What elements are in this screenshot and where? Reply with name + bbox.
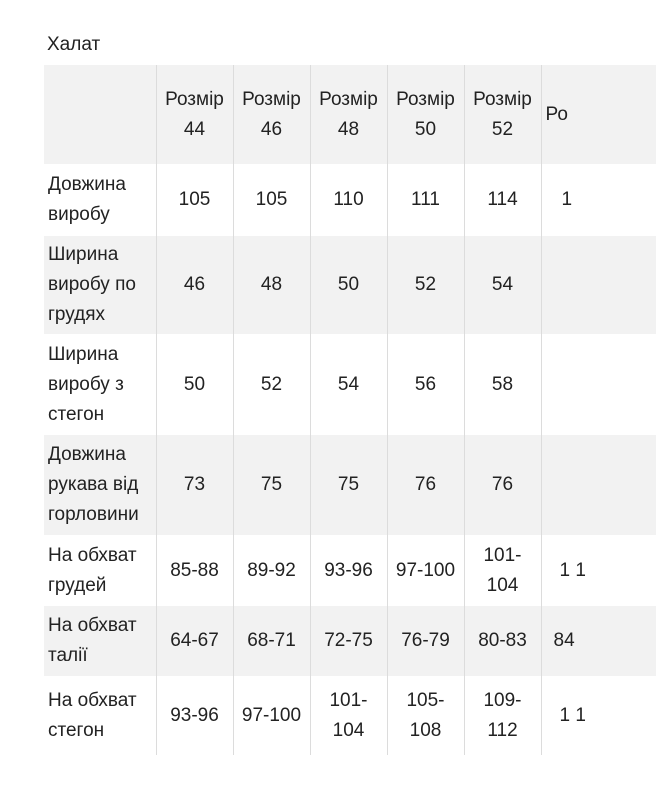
value-cell: 97-100 [233,676,310,755]
row-label-line: талії [48,645,88,666]
table-caption: Халат [47,34,101,55]
header-size-cell [233,65,310,164]
value-cell: 50 [310,236,387,334]
table-row [44,676,656,755]
value-cell: 111 [387,164,464,236]
value-cell: 52 [233,334,310,435]
value-cell: 1 1 [541,676,656,755]
row-label-line: виробу з [48,373,124,395]
header-size-cell [156,65,233,164]
header-size-cell [310,65,387,164]
row-label-line: Ширина [48,343,119,365]
header-size-number: 50 [414,118,437,140]
value-cell: 105-108 [387,676,464,755]
table-row [44,535,656,606]
value-cell: 84 [541,606,656,676]
header-size-cell [387,65,464,164]
value-cell [541,435,656,535]
value-cell: 76 [464,435,541,535]
value-cell: 101-104 [310,676,387,755]
header-size-label: Розмір [165,88,224,110]
row-label-cell [44,676,156,755]
value-cell: 58 [464,334,541,435]
value-cell: 72-75 [310,606,387,676]
header-size-number: 44 [183,118,206,140]
header-size-number: 48 [337,118,360,140]
value-cell: 85-88 [156,535,233,606]
row-label-line: Довжина [48,444,126,465]
header-corner-cell [44,65,156,164]
value-cell: 56 [387,334,464,435]
value-cell: 105 [233,164,310,236]
value-cell: 68-71 [233,606,310,676]
header-size-number: 46 [260,118,283,140]
row-label-line: виробу [48,204,110,225]
value-cell: 54 [310,334,387,435]
header-size-label: Ро [545,103,568,125]
size-chart-table [44,65,656,755]
header-size-label: Розмір [242,88,301,110]
value-cell: 75 [310,435,387,535]
value-cell: 76 [387,435,464,535]
table-row [44,334,656,435]
value-cell: 80-83 [464,606,541,676]
row-label-line: стегон [48,719,105,741]
row-label-line: грудей [48,574,107,596]
value-cell: 54 [464,236,541,334]
value-cell: 73 [156,435,233,535]
value-cell: 105 [156,164,233,236]
size-chart-container [44,65,586,755]
row-label-line: На обхват [48,544,137,566]
value-cell: 110 [310,164,387,236]
table-row [44,606,656,676]
header-size-label: Розмір [473,88,532,110]
table-row [44,435,656,535]
value-cell: 46 [156,236,233,334]
value-cell: 48 [233,236,310,334]
header-size-cell [464,65,541,164]
header-size-cell [541,65,656,164]
header-size-label: Розмір [396,88,455,110]
row-label-cell [44,236,156,334]
row-label-line: На обхват [48,689,137,711]
value-cell: 1 [541,164,656,236]
value-cell [541,334,656,435]
row-label-cell [44,164,156,236]
row-label-cell [44,435,156,535]
row-label-line: Довжина [48,174,126,195]
header-size-number: 52 [491,118,514,140]
header-size-label: Розмір [319,88,378,110]
value-cell: 89-92 [233,535,310,606]
row-label-line: рукава від [48,474,139,495]
value-cell: 101-104 [464,535,541,606]
row-label-line: стегон [48,403,105,425]
value-cell: 50 [156,334,233,435]
row-label-line: виробу по [48,274,136,295]
value-cell: 52 [387,236,464,334]
header-row [44,65,656,164]
value-cell: 75 [233,435,310,535]
row-label-line: грудях [48,304,106,325]
value-cell: 97-100 [387,535,464,606]
row-label-line: На обхват [48,615,137,636]
value-cell: 114 [464,164,541,236]
row-label-line: Ширина [48,244,119,265]
value-cell: 76-79 [387,606,464,676]
value-cell: 93-96 [310,535,387,606]
value-cell: 1 1 [541,535,656,606]
value-cell [541,236,656,334]
row-label-cell [44,334,156,435]
value-cell: 93-96 [156,676,233,755]
row-label-cell [44,535,156,606]
row-label-line: горловини [48,504,139,525]
table-row [44,236,656,334]
value-cell: 64-67 [156,606,233,676]
row-label-cell [44,606,156,676]
value-cell: 109-112 [464,676,541,755]
table-row [44,164,656,236]
